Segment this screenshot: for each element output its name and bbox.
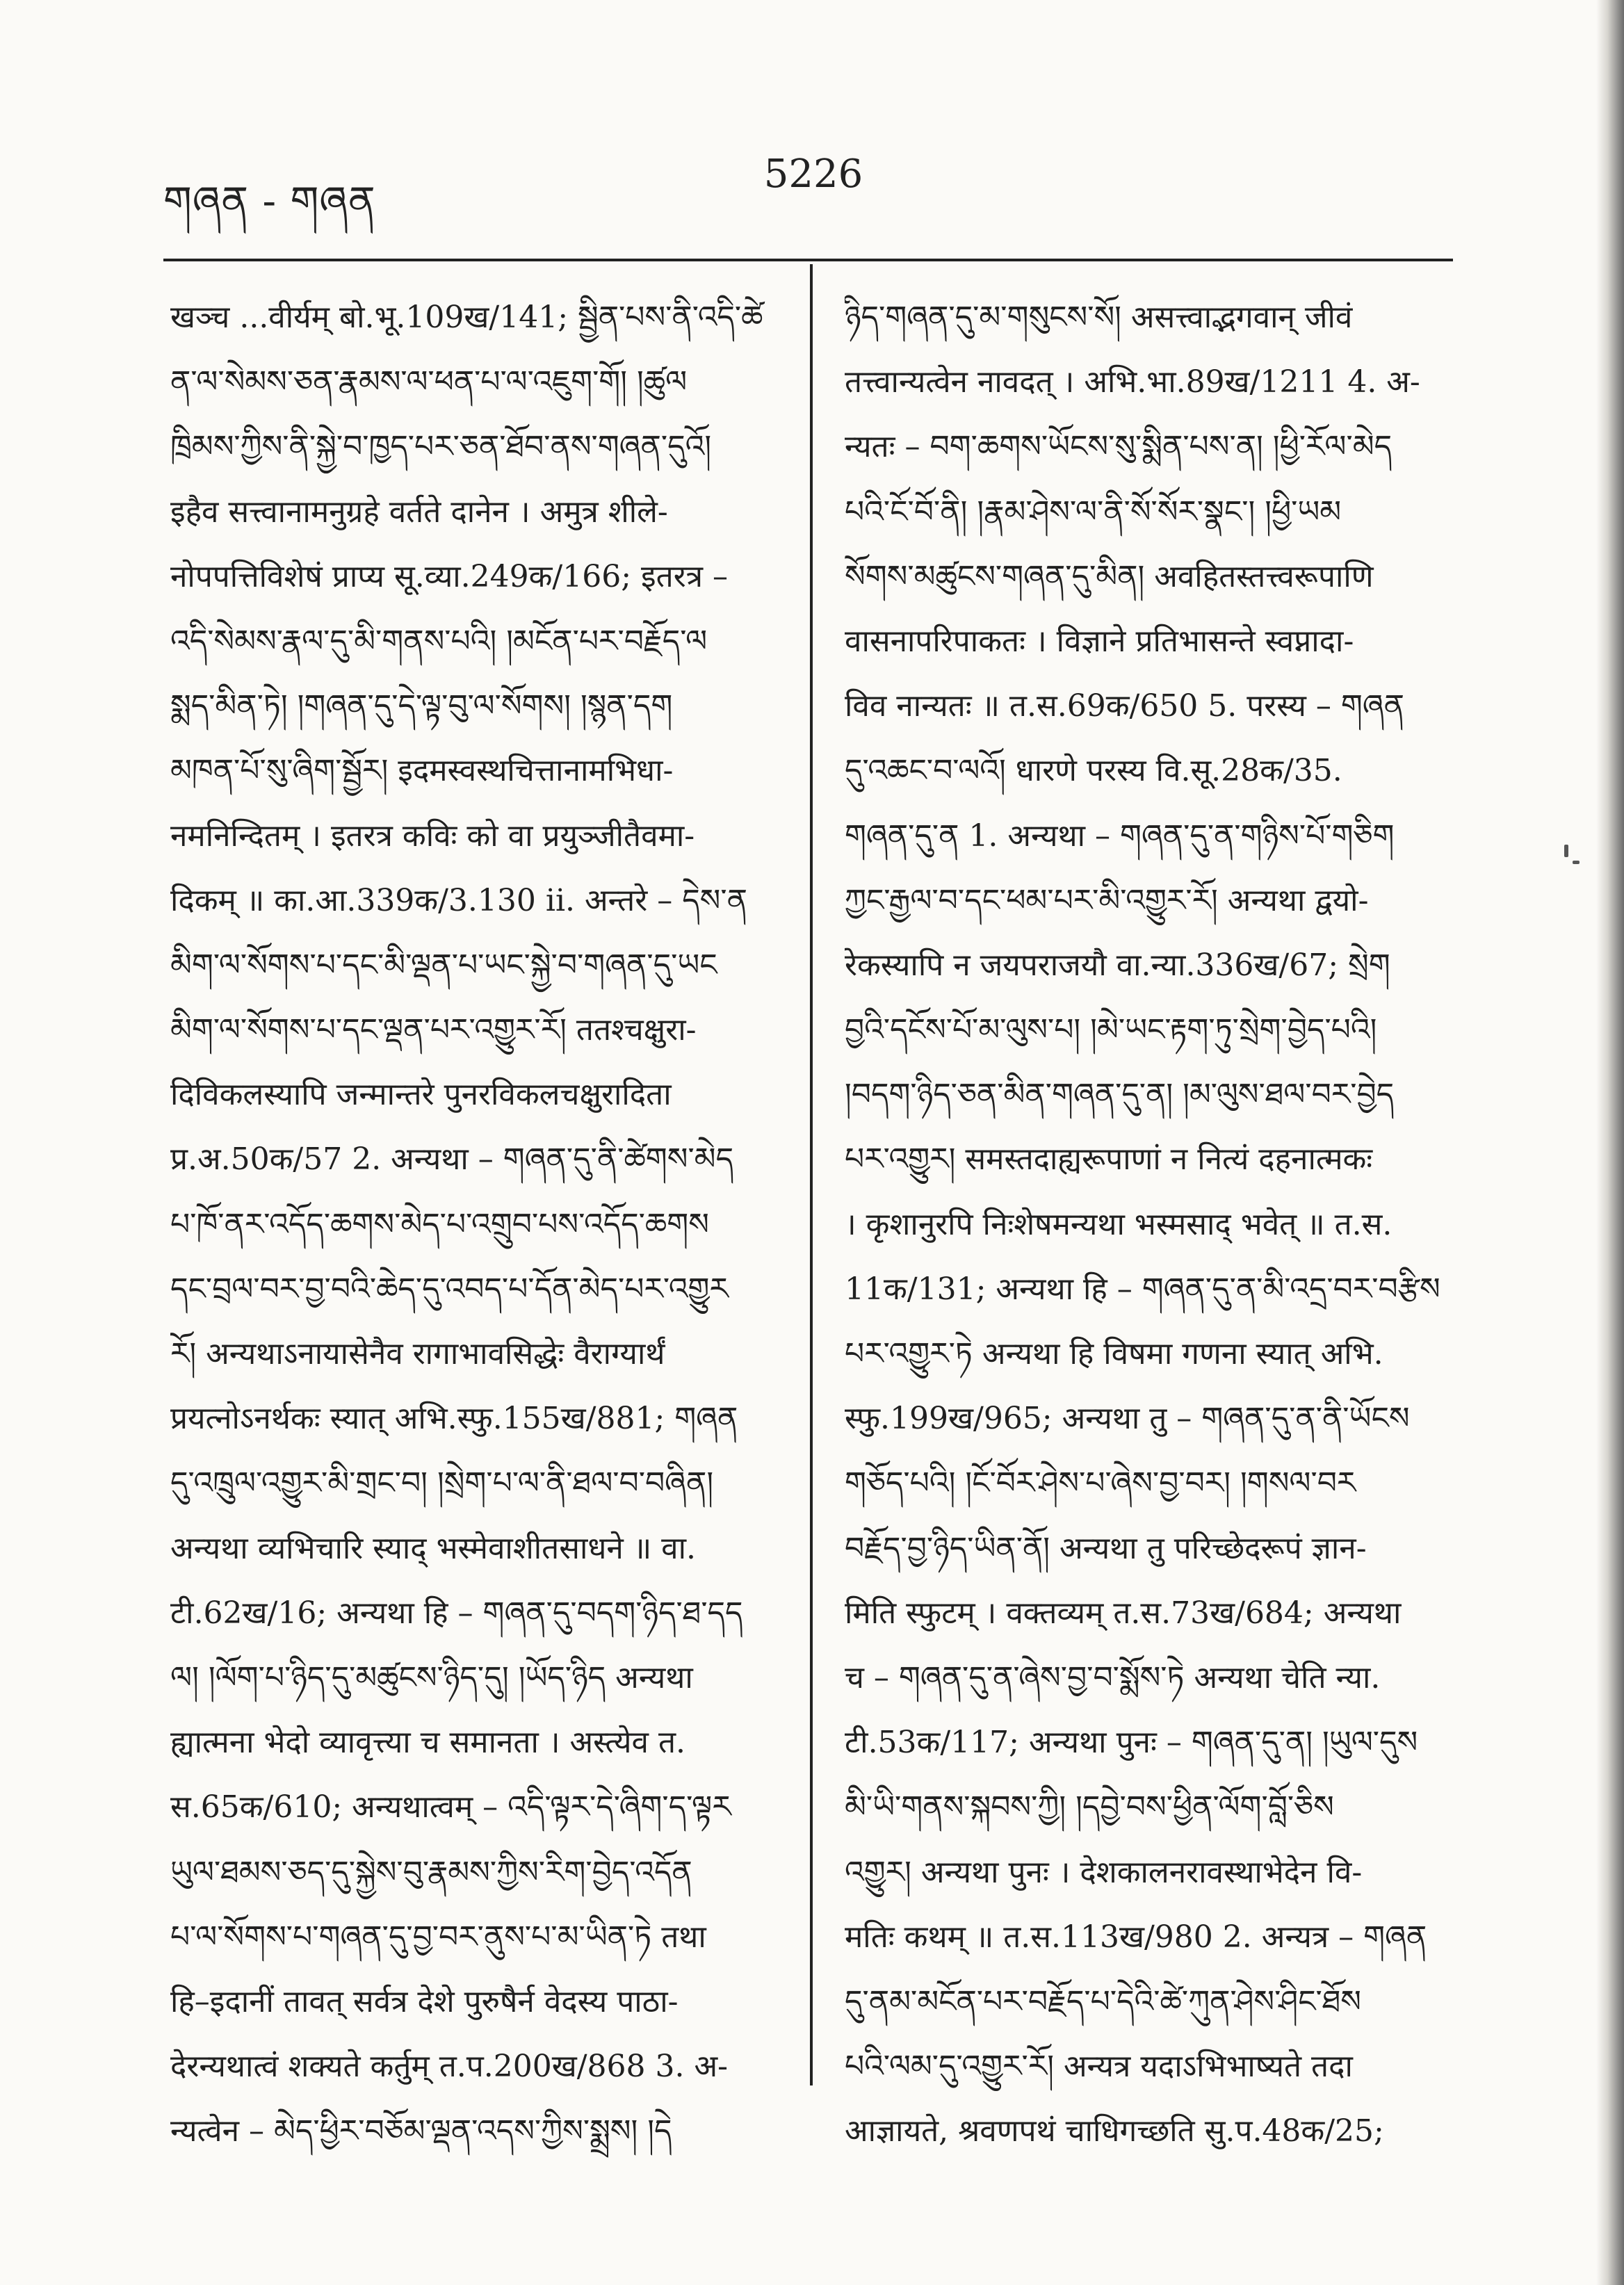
entry-line: नोपपत्तिविशेषं प्राप्य सू.व्या.249क/166; इतरत्र – xyxy=(170,558,729,594)
entry-line: རོ། अन्यथाऽनायासेनैव रागाभावसिद्धेः वैराग्यार्थं xyxy=(170,1336,665,1372)
entry-line: 11क/131; अन्यथा हि – གཞན་དུ་ན་མི་འདྲ་བར་བརྩིས xyxy=(845,1271,1440,1307)
entry-line: ह्यात्मना भेदो व्यावृत्त्या च समानता । अस्त्येव त. xyxy=(170,1725,686,1761)
entry-line: । कृशानुरपि निःशेषमन्यथा भस्मसाद् भवेत् ॥ त.स. xyxy=(845,1206,1392,1242)
entry-line: मतिः कथम् ॥ त.स.113ख/980 2. अन्यत्र – གཞན xyxy=(845,1919,1427,1955)
entry-line: स्फु.199ख/965; अन्यथा तु – གཞན་དུ་ན་ནི་ཡོངས xyxy=(845,1401,1410,1437)
entry-line: དང་བྲལ་བར་བྱ་བའི་ཆེད་དུ་འབད་པ་དོན་མེད་པར་འགྱུར xyxy=(170,1271,729,1307)
header-rule xyxy=(163,259,1453,261)
entry-line: ཀྱང་རྒྱལ་བ་དང་ཕམ་པར་མི་འགྱུར་རོ། अन्यथा द्वयो- xyxy=(845,882,1369,918)
entry-line: དུ་འཆང་བ་ལའོ། धारणे परस्य वि.सू.28क/35. xyxy=(845,753,1342,789)
entry-line: इहैव सत्त्वानामनुग्रहे वर्तते दानेन । अमुत्र शीले- xyxy=(170,494,668,530)
entry-line: विव नान्यतः ॥ त.स.69क/650 5. परस्य – གཞན xyxy=(845,688,1404,724)
entry-line: ལ། །ལོག་པ་ཉིད་དུ་མཚུངས་ཉིད་དུ། །ཡོད་ཉིད अन्यथा xyxy=(170,1659,693,1696)
entry-line: नमनिन्दितम् । इतरत्र कविः को वा प्रयुञ्जीतैवमा- xyxy=(170,818,695,854)
column-divider xyxy=(810,264,813,2085)
entry-line: आज्ञायते, श्रवणपथं चाधिगच्छति सु.प.48क/25; xyxy=(845,2113,1384,2149)
entry-line: སྨད་མིན་ཏེ། །གཞན་དུ་དེ་ལྟ་བུ་ལ་སོགས། །སྙན་དག xyxy=(170,688,673,724)
entry-line: །བདག་ཉིད་ཅན་མིན་གཞན་དུ་ན། །མ་ལུས་ཐལ་བར་བྱེད xyxy=(845,1077,1395,1113)
scan-edge-shadow xyxy=(1596,0,1624,2285)
entry-line: स.65क/610; अन्यथात्वम् – འདི་ལྟར་དེ་ཞིག་ད་ལྟར xyxy=(170,1789,731,1825)
entry-line: रेकस्यापि न जयपराजयौ वा.न्या.336ख/67; སྲེག xyxy=(845,947,1390,983)
entry-line: པ་ཁོ་ནར་འདོད་ཆགས་མེད་པ་འགྲུབ་པས་འདོད་ཆགས xyxy=(170,1206,709,1242)
page-number: 5226 xyxy=(763,152,863,197)
running-head: གཞན - གཞན xyxy=(163,177,376,225)
entry-line: བྱའི་དངོས་པོ་མ་ལུས་པ། །མེ་ཡང་རྟག་ཏུ་སྲེག་བྱེད་པའི། xyxy=(845,1012,1377,1048)
entry-line: དུ་འཁྲུལ་འགྱུར་མི་གྲང་བ། །སྲེག་པ་ལ་ནི་ཐལ་བ་བཞིན། xyxy=(170,1465,714,1502)
entry-line: दिकम् ॥ का.आ.339क/3.130 ii. अन्तरे – དེས་ན xyxy=(170,882,747,918)
entry-line: मिति स्फुटम् । वक्तव्यम् त.स.73ख/684; अन्यथा xyxy=(845,1595,1402,1631)
entry-line: खञ्च ...वीर्यम् बो.भू.109ख/141; སྦྱིན་པས་ནི་འདི་ཚེ xyxy=(170,300,763,335)
entry-line: དུ་ནམ་མངོན་པར་བརྗོད་པ་དེའི་ཚེ་ཀུན་ཤེས་ཤིང་ཐོས xyxy=(845,1983,1361,2019)
entry-line: हि–इदानीं तावत् सर्वत्र देशे पुरुषैर्न वेदस्य पाठा- xyxy=(170,1983,679,2019)
entry-line: ཡུལ་ཐམས་ཅད་དུ་སྐྱེས་བུ་རྣམས་ཀྱིས་རིག་བྱེད་འདོན xyxy=(170,1854,692,1890)
entry-line: न्यतः – བག་ཆགས་ཡོངས་སུ་སྨིན་པས་ན། །ཕྱི་རོལ་མེད xyxy=(845,429,1392,465)
entry-line: प्रयत्नोऽनर्थकः स्यात् अभि.स्फु.155ख/881; གཞན xyxy=(170,1401,738,1437)
entry-line: च – གཞན་དུ་ན་ཞེས་བྱ་བ་སྨོས་ཏེ अन्यथा चेति न्या. xyxy=(845,1659,1381,1696)
entry-line: टी.62ख/16; अन्यथा हि – གཞན་དུ་བདག་ཉིད་ཐ་དད xyxy=(170,1595,743,1631)
entry-line: टी.53क/117; अन्यथा पुनः – གཞན་དུ་ན། །ཡུལ་དུས xyxy=(845,1725,1418,1761)
scan-speck xyxy=(1573,861,1580,864)
entry-line: अन्यथा व्यभिचारि स्याद् भस्मेवाशीतसाधने ॥ वा. xyxy=(170,1530,697,1566)
entry-line: མི་ཡི་གནས་སྐབས་ཀྱི། །དབྱེ་བས་ཕྱིན་ལོག་བློ་ཅིས xyxy=(845,1789,1334,1825)
entry-line: འགྱུར། अन्यथा पुनः । देशकालनरावस्थाभेदेन वि- xyxy=(845,1854,1363,1890)
entry-line: दिविकलस्यापि जन्मान्तरे पुनरविकलचक्षुरादिता xyxy=(170,1077,672,1113)
entry-line: देरन्यथात्वं शक्यते कर्तुम् त.प.200ख/868 3. अ- xyxy=(170,2049,728,2085)
entry-line: པ་ལ་སོགས་པ་གཞན་དུ་བྱ་བར་ནུས་པ་མ་ཡིན་ཏེ तथा xyxy=(170,1919,706,1955)
entry-line: འདི་སེམས་རྣལ་དུ་མི་གནས་པའི། །མངོན་པར་བརྗོད་ལ xyxy=(170,623,708,659)
entry-line: མིག་ལ་སོགས་པ་དང་ལྡན་པར་འགྱུར་རོ། ततश्चक्षुरा- xyxy=(170,1012,697,1048)
left-column xyxy=(170,285,782,2163)
entry-line: པའི་ལམ་དུ་འགྱུར་རོ། अन्यत्र यदाऽभिभाष्यते तदा xyxy=(845,2049,1353,2085)
scan-speck xyxy=(1564,845,1568,857)
entry-line: སོགས་མཚུངས་གཞན་དུ་མིན། अवहितस्तत्त्वरूपाणि xyxy=(845,558,1374,594)
entry-line: ཁྲིམས་ཀྱིས་ནི་སྐྱེ་བ་ཁྱད་པར་ཅན་ཐོབ་ནས་གཞན་དུའོ། xyxy=(170,429,712,465)
entry-line: བརྗོད་བྱ་ཉིད་ཡིན་ནོ། अन्यथा तु परिच्छेदरूपं ज्ञान- xyxy=(845,1530,1367,1566)
entry-line: གཞན་དུ་ན 1. अन्यथा – གཞན་དུ་ན་གཉིས་པོ་གཅིག xyxy=(845,818,1395,854)
entry-line: ན་ལ་སེམས་ཅན་རྣམས་ལ་ཕན་པ་ལ་འཇུག་གོ། །ཚུལ xyxy=(170,364,688,400)
entry-line: तत्त्वान्यत्वेन नावदत् । अभि.भा.89ख/1211 4. अ- xyxy=(845,364,1420,400)
entry-line: པར་འགྱུར་ཏེ अन्यथा हि विषमा गणना स्यात् अभि. xyxy=(845,1336,1383,1372)
entry-line: གཅོད་པའི། །ངོ་བོར་ཤེས་པ་ཞེས་བྱ་བར། །གསལ་བར xyxy=(845,1465,1356,1502)
entry-line: མིག་ལ་སོགས་པ་དང་མི་ལྡན་པ་ཡང་སྐྱེ་བ་གཞན་དུ་ཡང xyxy=(170,947,717,983)
entry-line: ཉིད་གཞན་དུ་མ་གསུངས་སོ། असत्त्वाद्भगवान् जीवं xyxy=(845,300,1353,335)
entry-line: वासनापरिपाकतः । विज्ञाने प्रतिभासन्ते स्वप्नादा- xyxy=(845,623,1354,659)
entry-line: མཁན་པོ་སུ་ཞིག་སྦྱོར། इदमस्वस्थचित्तानामभिधा- xyxy=(170,753,674,789)
entry-line: प्र.अ.50क/57 2. अन्यथा – གཞན་དུ་ནི་ཚེགས་མེད xyxy=(170,1141,734,1178)
entry-line: པའི་ངོ་བོ་ནི། །རྣམ་ཤེས་ལ་ནི་སོ་སོར་སྣང་། །ཕྱི་ཡམ xyxy=(845,494,1342,530)
entry-line: པར་འགྱུར། समस्तदाह्यरूपाणां न नित्यं दहनात्मकः xyxy=(845,1141,1373,1178)
entry-line: न्यत्वेन – མེད་ཕྱིར་བཅོམ་ལྡན་འདས་ཀྱིས་སྨྲས། །དེ xyxy=(170,2113,672,2149)
right-column xyxy=(845,285,1456,2163)
